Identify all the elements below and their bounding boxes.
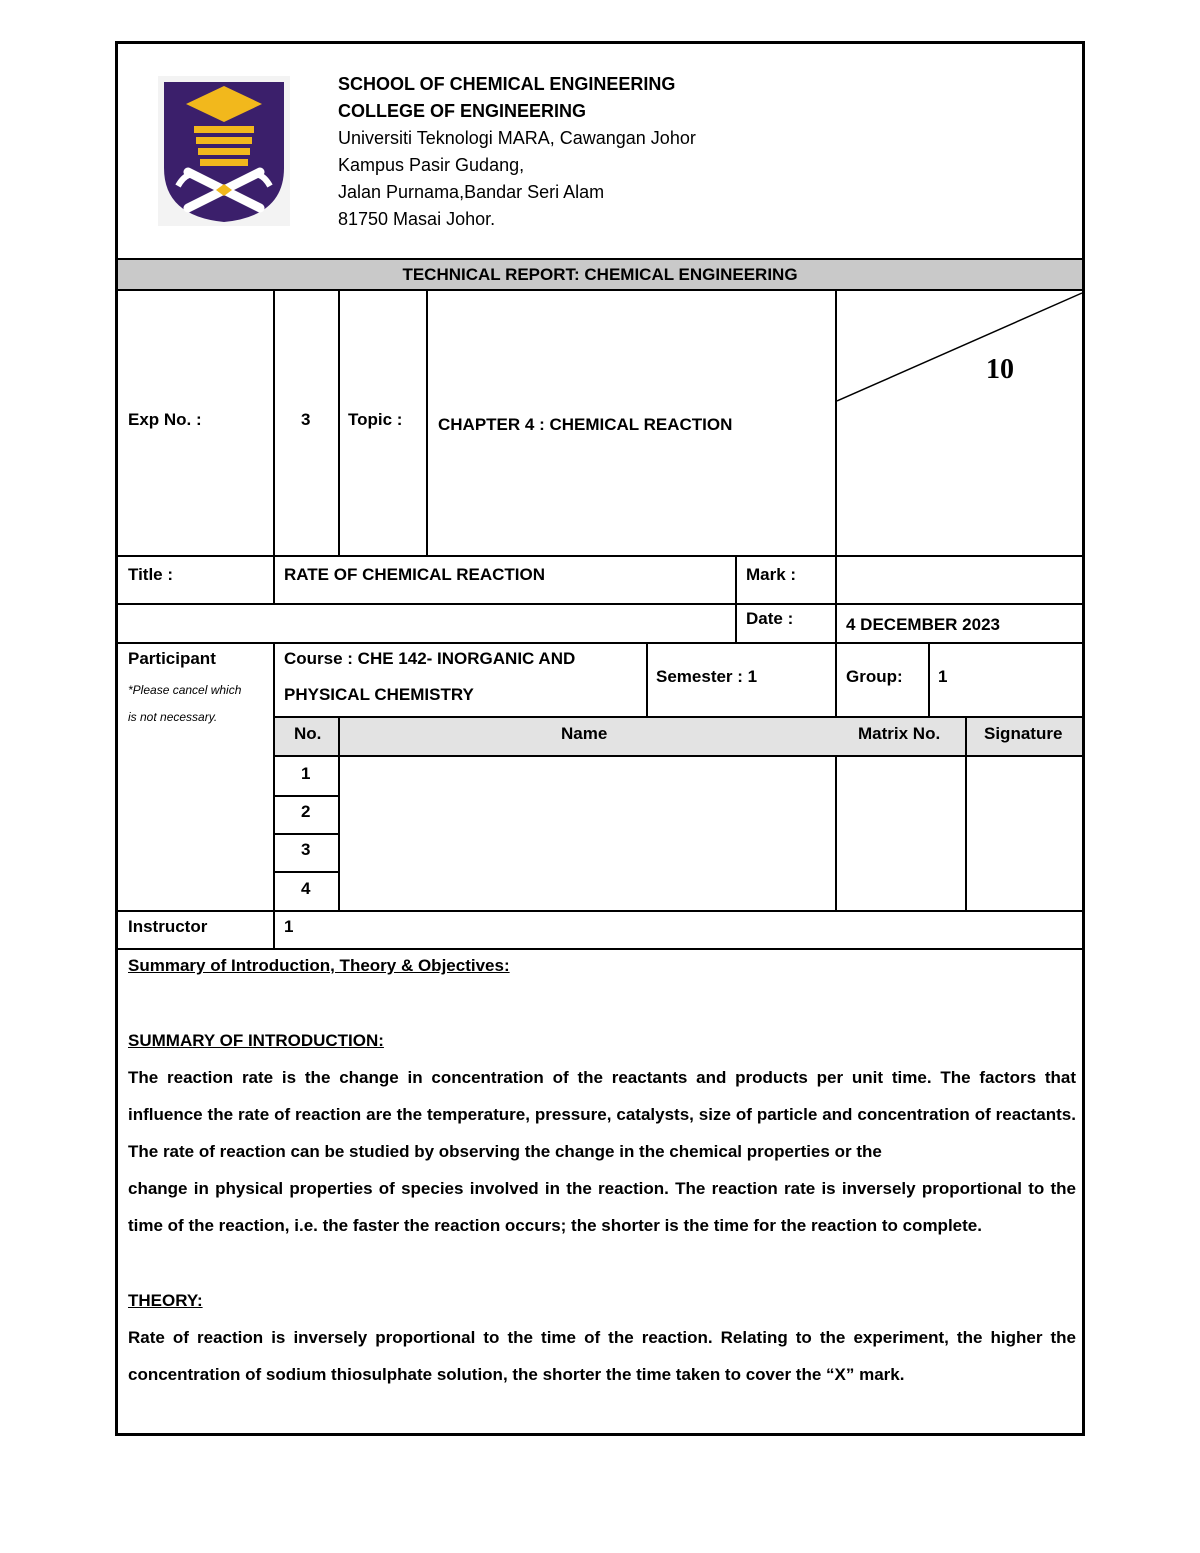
grid-line	[646, 643, 648, 717]
university-name: Universiti Teknologi MARA, Cawangan Johor	[338, 128, 696, 148]
course-line2: PHYSICAL CHEMISTRY	[284, 685, 474, 704]
col-header-signature: Signature	[984, 724, 1063, 743]
table-row-no: 4	[301, 879, 311, 898]
course-line1: Course : CHE 142- INORGANIC AND	[284, 649, 576, 668]
theory-paragraph: Rate of reaction is inversely proportional to the time of the reaction. Relating to the experiment, the higher the concentration of sodium thiosulphate solution, the shorter the time taken to cover the “X” mark.	[128, 1328, 1076, 1384]
grid-line	[273, 871, 339, 873]
group-value: 1	[938, 667, 948, 686]
mark-label: Mark :	[746, 565, 797, 584]
report-cover	[115, 41, 1085, 1436]
grid-line	[118, 555, 1082, 557]
col-header-no: No.	[294, 724, 322, 743]
intro-paragraph-part2: change in physical properties of species involved in the reaction. The reaction rate is inversely proportional to the time of the reaction, i.e. the faster the reaction occurs; the shorter is the time for the reaction to complete.	[128, 1179, 1076, 1235]
grid-line	[965, 717, 967, 911]
university-logo-icon	[158, 76, 290, 226]
participant-note-line1: *Please cancel which	[128, 683, 242, 697]
table-header-row	[275, 718, 1082, 756]
report-banner: TECHNICAL REPORT: CHEMICAL ENGINEERING	[118, 258, 1082, 291]
title-label: Title :	[128, 565, 174, 584]
grid-line	[273, 556, 275, 604]
title-value: RATE OF CHEMICAL REACTION	[284, 565, 545, 584]
theory-heading: THEORY:	[128, 1291, 203, 1310]
semester-value: Semester : 1	[656, 667, 758, 686]
intro-paragraph	[128, 1059, 1076, 1244]
grid-line	[273, 833, 339, 835]
grid-line	[118, 948, 1082, 950]
score-value: 10	[986, 354, 1014, 385]
grid-line	[338, 291, 340, 556]
table-row-no: 1	[301, 764, 311, 783]
street-address: Jalan Purnama,Bandar Seri Alam	[338, 182, 605, 202]
summary-heading: Summary of Introduction, Theory & Objectives:	[128, 956, 510, 975]
grid-line	[426, 291, 428, 556]
group-label: Group:	[846, 667, 903, 686]
postcode-address: 81750 Masai Johor.	[338, 209, 496, 229]
grid-line	[735, 556, 737, 643]
table-row-no: 3	[301, 840, 311, 859]
grid-line	[273, 795, 339, 797]
grid-line	[118, 642, 1082, 644]
topic-value: CHAPTER 4 : CHEMICAL REACTION	[438, 415, 733, 434]
grid-line	[338, 717, 340, 911]
date-value: 4 DECEMBER 2023	[846, 615, 1001, 634]
campus-name: Kampus Pasir Gudang,	[338, 155, 525, 175]
col-header-name: Name	[561, 724, 608, 743]
score-diagonal-line	[837, 291, 1083, 403]
instructor-label: Instructor	[128, 917, 208, 936]
school-name: SCHOOL OF CHEMICAL ENGINEERING	[338, 74, 676, 94]
intro-heading: SUMMARY OF INTRODUCTION:	[128, 1031, 384, 1050]
topic-label: Topic :	[348, 410, 403, 429]
college-name: COLLEGE OF ENGINEERING	[338, 101, 587, 121]
participant-note-line2: is not necessary.	[128, 710, 218, 724]
grid-line	[273, 291, 275, 556]
exp-no-label: Exp No. :	[128, 410, 202, 429]
table-row-no: 2	[301, 802, 311, 821]
participant-label: Participant	[128, 649, 216, 668]
grid-line	[118, 910, 1082, 912]
grid-line	[273, 755, 1082, 757]
intro-paragraph-part1: The reaction rate is the change in concentration of the reactants and products per unit time. The factors that influence the rate of reaction are the temperature, pressure, catalysts, size of particle and concentration of reactants. The rate of reaction can be studied by observing the change in the chemical properties or the	[128, 1068, 1076, 1161]
col-header-matrix: Matrix No.	[858, 724, 941, 743]
grid-line	[273, 716, 1082, 718]
instructor-value: 1	[284, 917, 294, 936]
date-label: Date :	[746, 609, 794, 628]
grid-line	[118, 603, 1082, 605]
exp-no-value: 3	[301, 410, 311, 429]
grid-line	[928, 643, 930, 717]
